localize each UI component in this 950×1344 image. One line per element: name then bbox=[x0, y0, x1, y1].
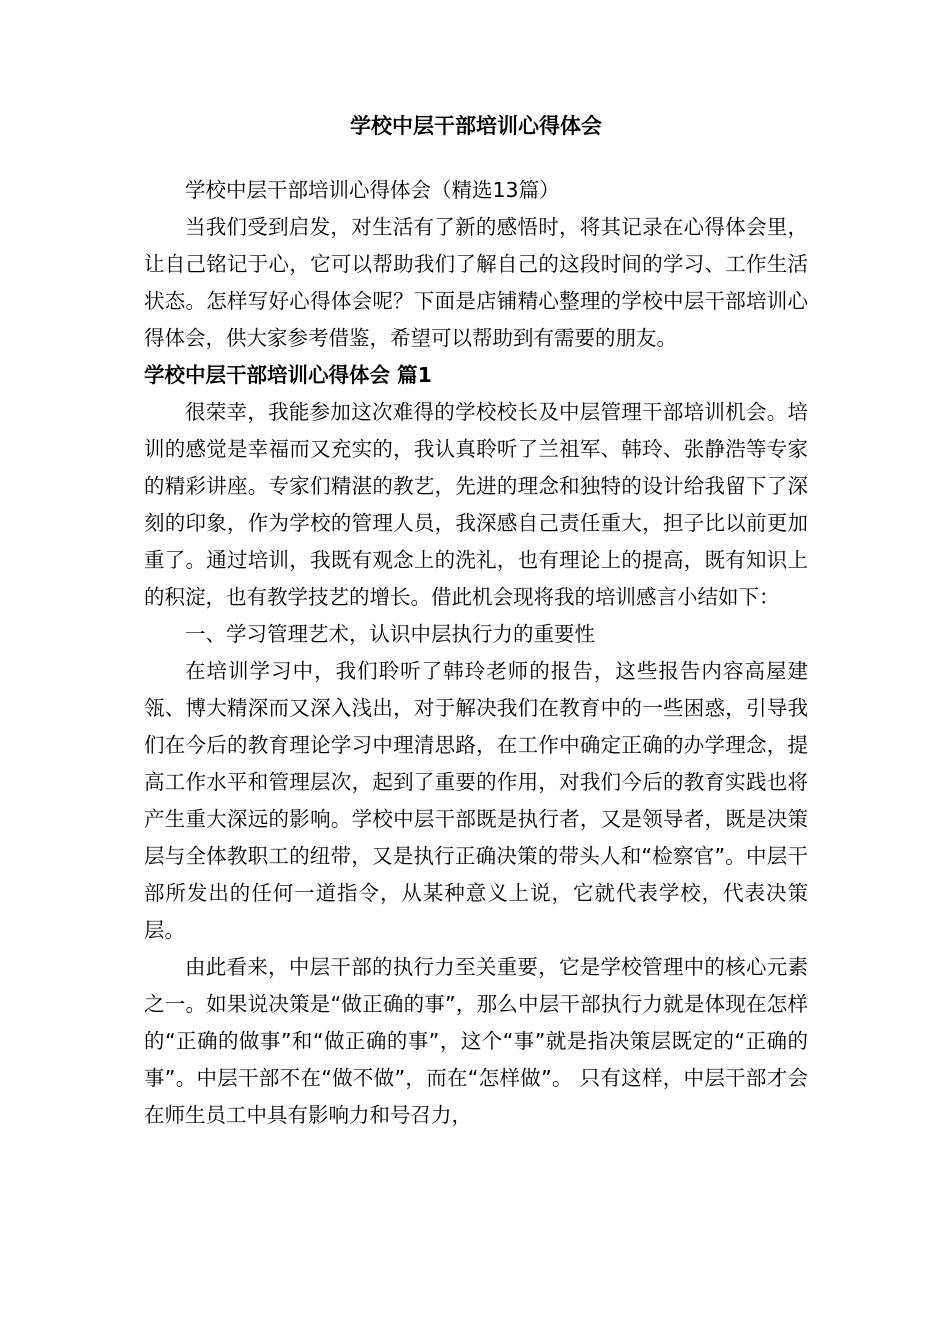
body-paragraph: 由此看来，中层干部的执行力至关重要，它是学校管理中的核心元素之一。如果说决策是“做正确的事”，那么中层干部执行力就是体现在怎样的“正确的做事”和“做正确的事”，这个“事”就是指决策层既定的“正确的事”。中层干部不在“做不做”，而在“怎样做”。 只有这样，中层干部才会在师生员工中具有影响力和号召力， bbox=[144, 955, 808, 1127]
intro-paragraph: 当我们受到启发，对生活有了新的感悟时，将其记录在心得体会里，让自己铭记于心，它可以帮助我们了解自己的这段时间的学习、工作生活状态。怎样写好心得体会呢？下面是店铺精心整理的学校中层干部培训心得体会，供大家参考借鉴，希望可以帮助到有需要的朋友。 bbox=[144, 215, 808, 350]
body-paragraph: 在培训学习中，我们聆听了韩玲老师的报告，这些报告内容高屋建瓴、博大精深而又深入浅出，对于解决我们在教育中的一些困惑，引导我们在今后的教育理论学习中理清思路，在工作中确定正确的办学理念，提高工作水平和管理层次，起到了重要的作用，对我们今后的教育实践也将产生重大深远的影响。学校中层干部既是执行者，又是领导者，既是决策层与全体教职工的纽带，又是执行正确决策的带头人和“检察官”。中层干部所发出的任何一道指令，从某种意义上说，它就代表学校，代表决策层。 bbox=[144, 659, 808, 942]
subtitle-paragraph: 学校中层干部培训心得体会（精选13篇） bbox=[185, 178, 560, 202]
document-body bbox=[144, 172, 808, 1134]
subheading-paragraph: 一、学习管理艺术，认识中层执行力的重要性 bbox=[185, 622, 595, 646]
section-heading: 学校中层干部培训心得体会 篇1 bbox=[144, 363, 432, 387]
body-paragraph: 很荣幸，我能参加这次难得的学校校长及中层管理干部培训机会。培训的感觉是幸福而又充实的，我认真聆听了兰祖军、韩玲、张静浩等专家的精彩讲座。专家们精湛的教艺，先进的理念和独特的设计给我留下了深刻的印象，作为学校的管理人员，我深感自己责任重大，担子比以前更加重了。通过培训，我既有观念上的洗礼，也有理论上的提高，既有知识上的积淀，也有教学技艺的增长。借此机会现将我的培训感言小结如下： bbox=[144, 400, 808, 609]
document-title: 学校中层干部培训心得体会 bbox=[350, 114, 602, 138]
